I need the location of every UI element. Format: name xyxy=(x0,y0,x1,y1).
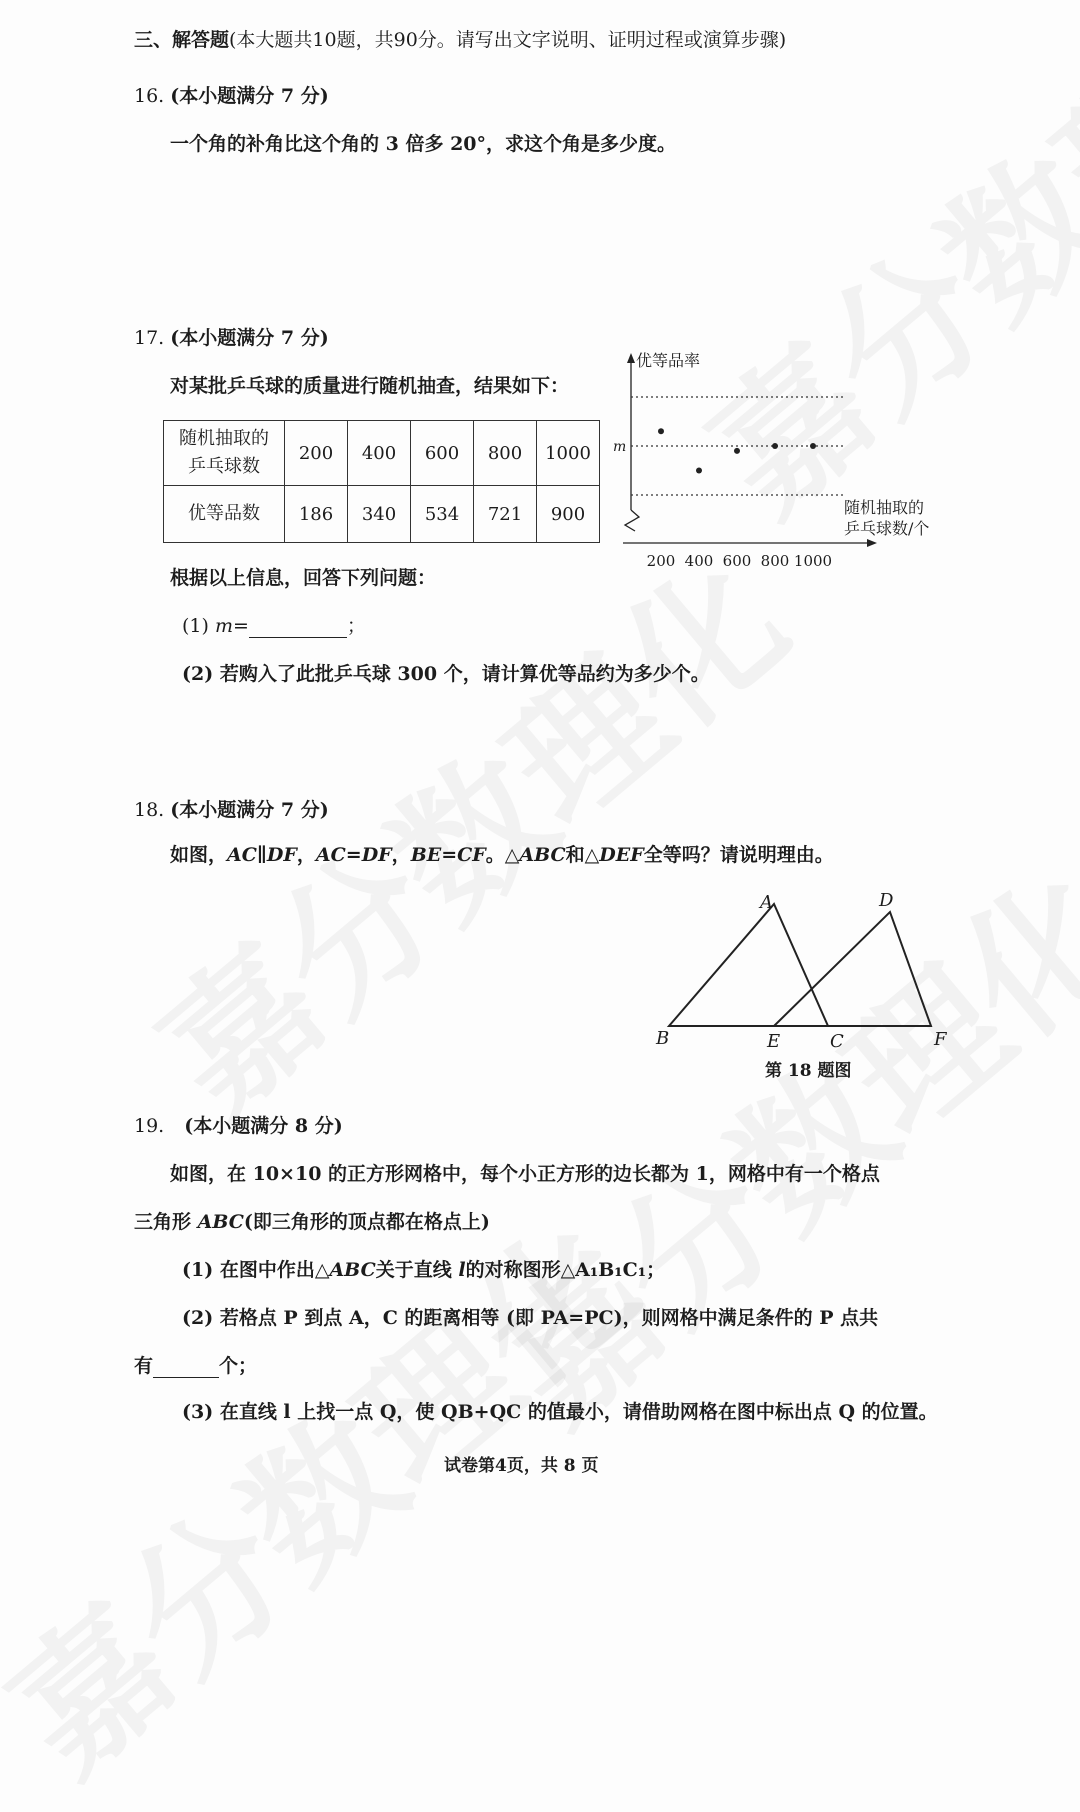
text: 三角形 xyxy=(134,1211,198,1233)
data-point xyxy=(734,448,740,454)
x-axis-label: 随机抽取的 xyxy=(844,498,925,517)
point-label-c: C xyxy=(830,1031,844,1052)
q17-data-table xyxy=(163,420,600,543)
x-tick-label: 1000 xyxy=(793,552,833,570)
q19-part2-line2 xyxy=(134,1354,257,1378)
table-cell: 534 xyxy=(411,486,474,543)
condition: AC=DF xyxy=(315,844,392,866)
q18-number: 18. xyxy=(134,799,165,821)
part-label: (1) xyxy=(182,615,209,637)
q19-part1 xyxy=(182,1258,665,1282)
y-axis-arrow xyxy=(627,353,635,363)
q19-line2 xyxy=(134,1210,490,1234)
text: 。△ xyxy=(485,844,520,866)
text: 全等吗？请说明理由。 xyxy=(643,844,834,866)
q17-scatter-chart xyxy=(605,345,945,575)
table-cell: 900 xyxy=(537,486,600,543)
condition: AC∥DF xyxy=(227,844,297,866)
section-title: 三、解答题 xyxy=(134,29,230,51)
table-header-good: 优等品数 xyxy=(164,486,285,543)
q18-score: (本小题满分 7 分) xyxy=(170,799,329,821)
q18-text xyxy=(170,843,834,867)
table-header-line: 乒乓球数 xyxy=(188,456,260,477)
page-footer: 试卷第4页，共 8 页 xyxy=(444,1456,599,1476)
data-point xyxy=(658,428,664,434)
table-cell: 200 xyxy=(285,421,348,486)
y-axis-label: 优等品率 xyxy=(636,351,701,370)
q16-text: 一个角的补角比这个角的 3 倍多 20°，求这个角是多少度。 xyxy=(170,133,677,155)
table-cell: 721 xyxy=(474,486,537,543)
point-label-e: E xyxy=(767,1031,781,1052)
table-row xyxy=(164,421,600,486)
q17-part2: (2) 若购入了此批乒乓球 300 个，请计算优等品约为多少个。 xyxy=(182,663,710,685)
text: ， xyxy=(296,844,316,866)
q18-header xyxy=(134,798,329,822)
triangle-name: ABC xyxy=(519,844,566,866)
q17-intro: 对某批乒乓球的质量进行随机抽查，结果如下： xyxy=(170,375,570,397)
table-header-line: 随机抽取的 xyxy=(179,428,269,449)
table-cell: 340 xyxy=(348,486,411,543)
table-row xyxy=(164,486,600,543)
q19-part2-line1: (2) 若格点 P 到点 A，C 的距离相等 (即 PA=PC)，则网格中满足条件的 P 点共 xyxy=(182,1307,879,1329)
triangle-def xyxy=(774,912,931,1026)
point-label-a: A xyxy=(760,892,773,913)
point-label-f: F xyxy=(934,1029,947,1050)
q16-score: (本小题满分 7 分) xyxy=(170,85,329,107)
text: (即三角形的顶点都在格点上) xyxy=(243,1211,490,1233)
text: ， xyxy=(391,844,411,866)
x-tick-label: 200 xyxy=(646,552,676,570)
condition: BE=CF xyxy=(410,844,486,866)
q19-score: (本小题满分 8 分) xyxy=(184,1115,343,1137)
figure-caption: 第 18 题图 xyxy=(765,1061,852,1081)
text: 和△ xyxy=(565,844,600,866)
punctuation: ； xyxy=(346,615,366,637)
q19-number: 19. xyxy=(134,1115,165,1137)
x-axis-arrow xyxy=(867,539,877,547)
text: (1) 在图中作出△ xyxy=(182,1259,330,1281)
point-label-d: D xyxy=(879,890,894,911)
q17-part1 xyxy=(182,614,366,638)
q16-header xyxy=(134,84,329,108)
q16-number: 16. xyxy=(134,85,165,107)
section-note: (本大题共10题，共90分。请写出文字说明、证明过程或演算步骤) xyxy=(229,29,787,51)
table-cell: 400 xyxy=(348,421,411,486)
table-cell: 1000 xyxy=(537,421,600,486)
q18-figure xyxy=(650,888,950,1081)
axis-break xyxy=(625,510,639,531)
triangle-name: DEF xyxy=(599,844,644,866)
section-heading xyxy=(134,28,786,52)
text: 关于直线 xyxy=(375,1259,459,1281)
answer-blank[interactable] xyxy=(249,617,347,638)
x-tick-label: 800 xyxy=(760,552,790,570)
m-variable: m= xyxy=(214,615,249,637)
text: 的对称图形△A₁B₁C₁； xyxy=(465,1259,666,1281)
triangle-name: ABC xyxy=(329,1259,376,1281)
x-axis-label: 乒乓球数/个 xyxy=(844,519,930,538)
point-label-b: B xyxy=(656,1028,670,1049)
q17-follow: 根据以上信息，回答下列问题： xyxy=(170,567,437,589)
x-tick-label: 600 xyxy=(722,552,752,570)
table-cell: 800 xyxy=(474,421,537,486)
line-name: l xyxy=(458,1259,466,1281)
q17-header xyxy=(134,326,329,350)
table-cell: 600 xyxy=(411,421,474,486)
data-point xyxy=(696,468,702,474)
x-tick-label: 400 xyxy=(684,552,714,570)
table-header-sample xyxy=(164,421,285,486)
data-point xyxy=(810,443,816,449)
q19-part3: (3) 在直线 l 上找一点 Q，使 QB+QC 的值最小，请借助网格在图中标出点 Q 的位置。 xyxy=(182,1401,938,1423)
table-cell: 186 xyxy=(285,486,348,543)
m-axis-label: m xyxy=(613,439,627,455)
triangle-abc xyxy=(669,904,828,1026)
text: 有 xyxy=(134,1355,154,1377)
data-point xyxy=(772,443,778,449)
text: 如图， xyxy=(170,844,228,866)
q19-header xyxy=(134,1114,343,1138)
text: 个； xyxy=(219,1355,258,1377)
q17-score: (本小题满分 7 分) xyxy=(170,327,329,349)
triangle-name: ABC xyxy=(197,1211,244,1233)
answer-blank[interactable] xyxy=(153,1357,219,1378)
q17-number: 17. xyxy=(134,327,165,349)
q19-line1: 如图，在 10×10 的正方形网格中，每个小正方形的边长都为 1，网格中有一个格点 xyxy=(170,1163,880,1185)
